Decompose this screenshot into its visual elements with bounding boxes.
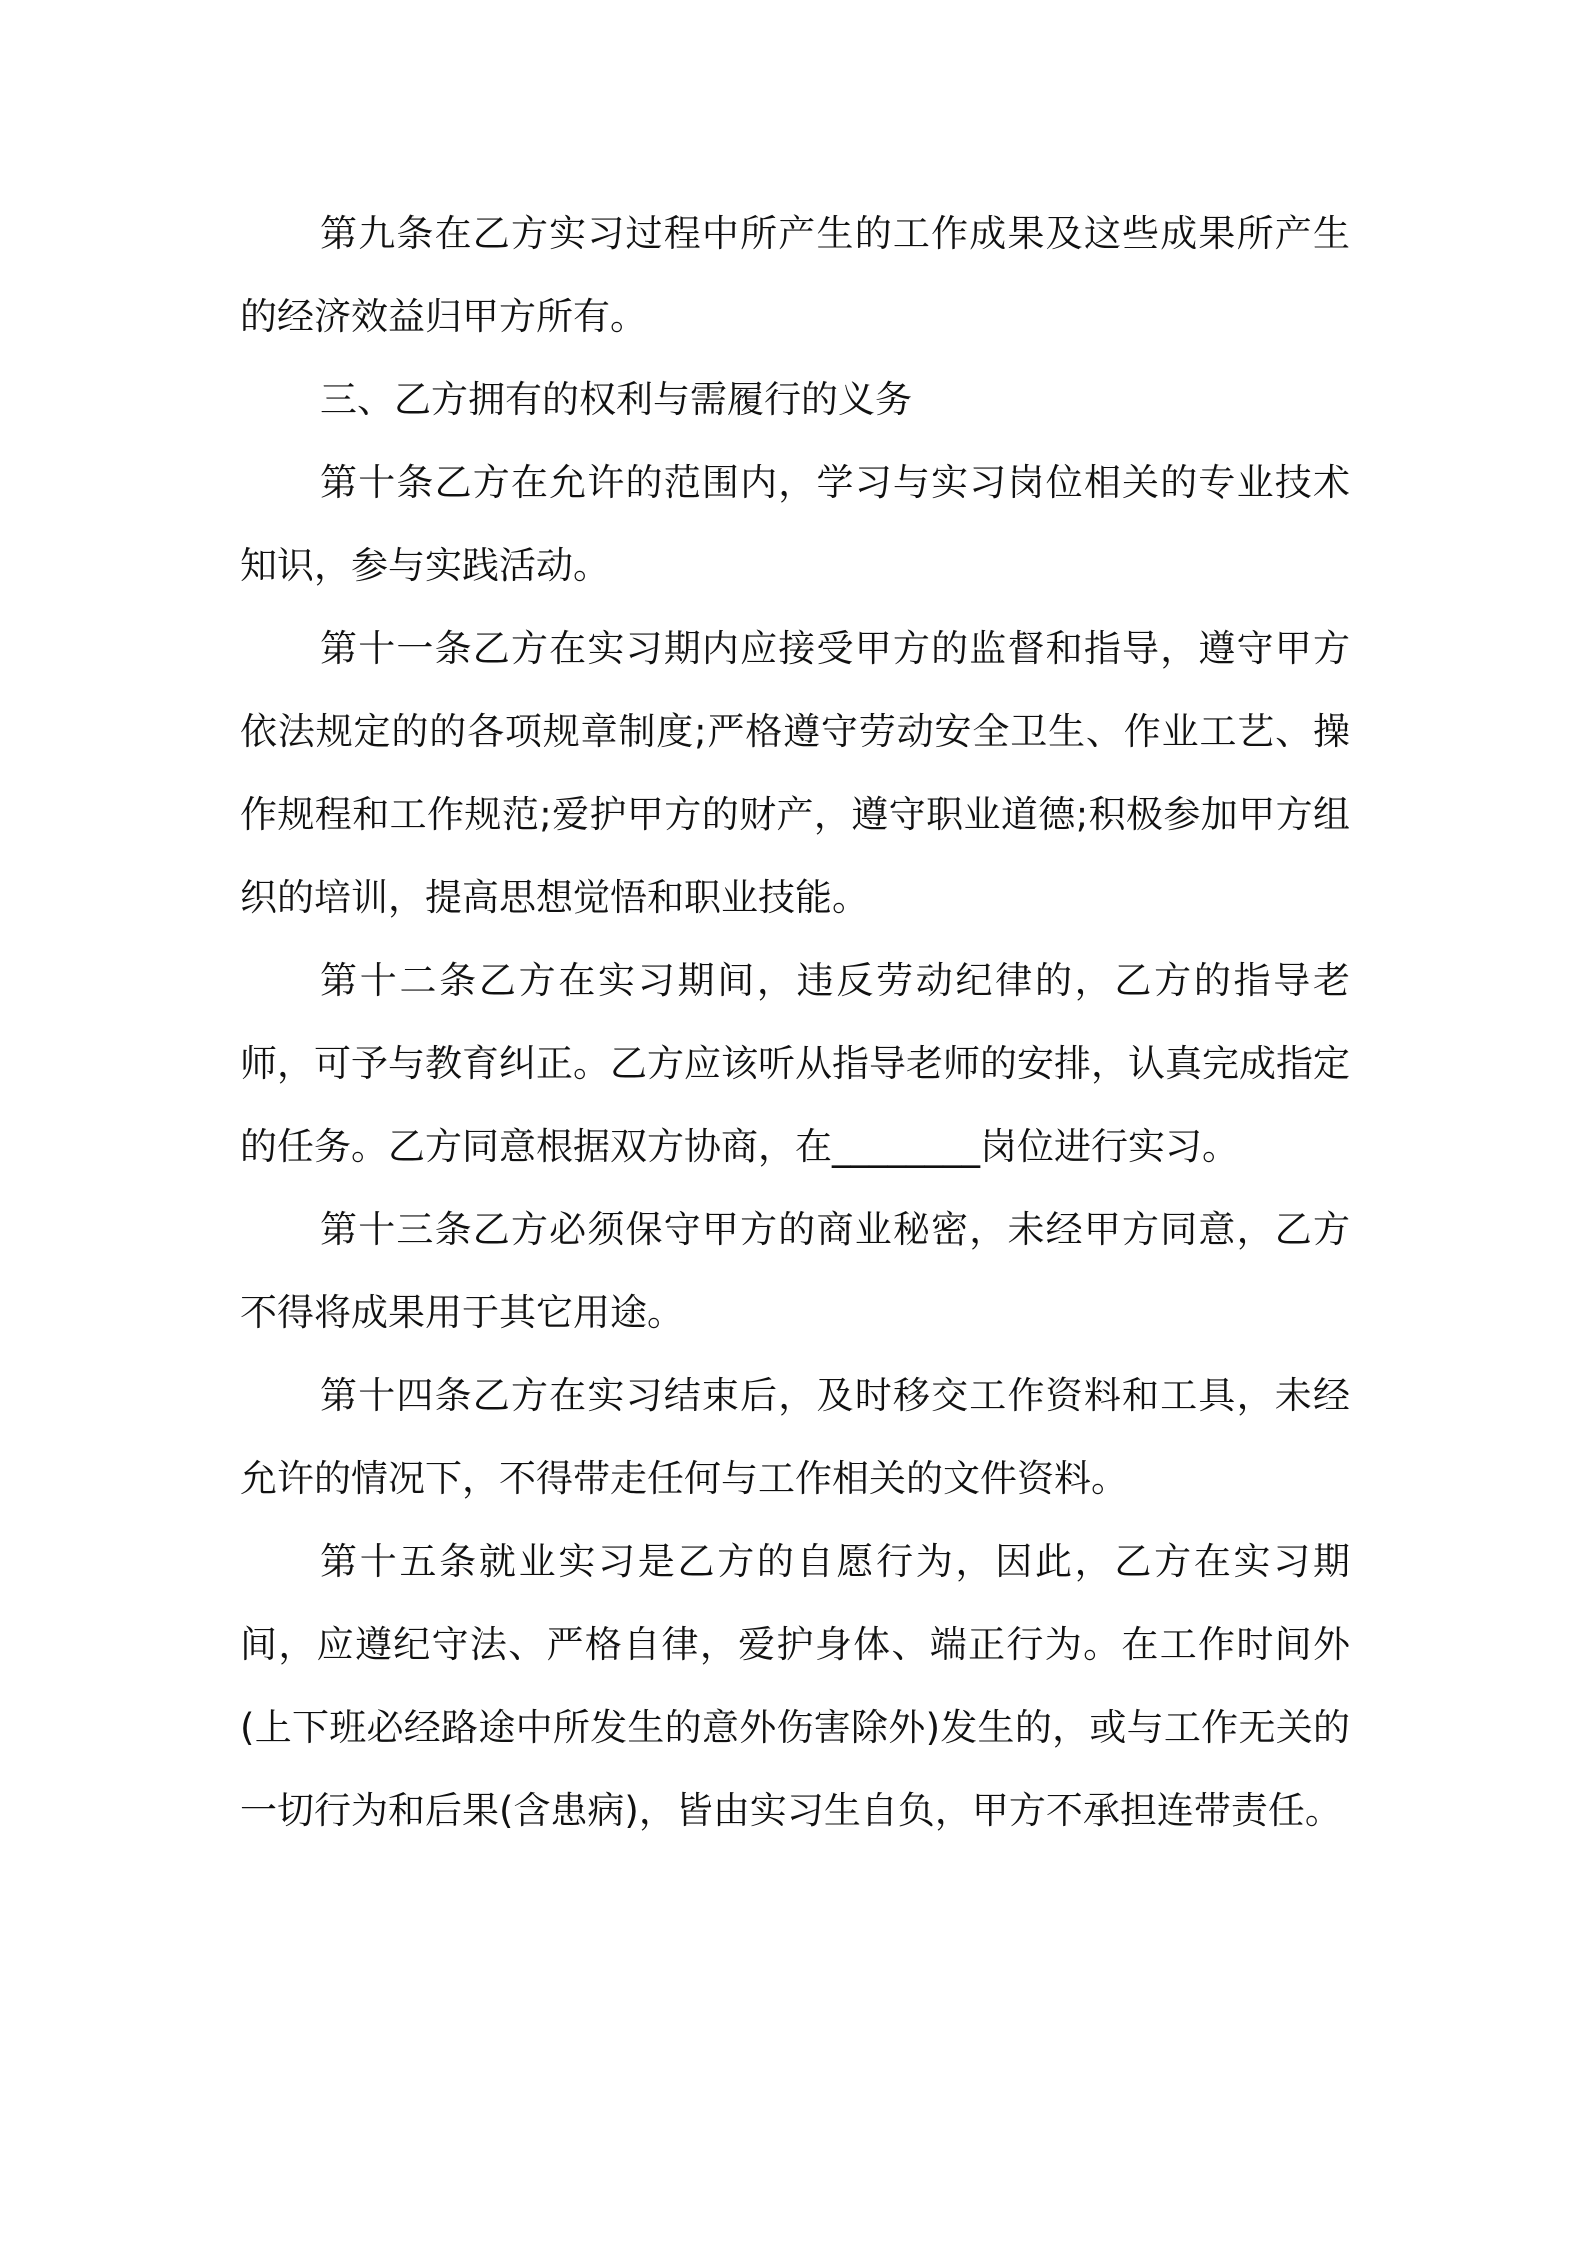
paragraph-article-10: 第十条乙方在允许的范围内，学习与实习岗位相关的专业技术知识，参与实践活动。 [240,461,1350,587]
paragraph-article-12: 第十二条乙方在实习期间，违反劳动纪律的，乙方的指导老师，可予与教育纠正。乙方应该听从指导老师的安排，认真完成指定的任务。乙方同意根据双方协商，在________岗位进行实习。 [240,959,1350,1168]
paragraph-article-15: 第十五条就业实习是乙方的自愿行为，因此，乙方在实习期间，应遵纪守法、严格自律，爱护身体、端正行为。在工作时间外(上下班必经路途中所发生的意外伤害除外)发生的，或与工作无关的一切行为和后果(含患病)，皆由实习生自负，甲方不承担连带责任。 [240,1540,1350,1832]
document-body [240,192,1350,1852]
paragraph-article-11: 第十一条乙方在实习期内应接受甲方的监督和指导，遵守甲方依法规定的的各项规章制度;严格遵守劳动安全卫生、作业工艺、操作规程和工作规范;爱护甲方的财产，遵守职业道德;积极参加甲方组织的培训，提高思想觉悟和职业技能。 [240,627,1350,919]
section-heading-rights-obligations: 三、乙方拥有的权利与需履行的义务 [320,378,912,421]
paragraph-article-9: 第九条在乙方实习过程中所产生的工作成果及这些成果所产生的经济效益归甲方所有。 [240,212,1350,338]
paragraph-article-14: 第十四条乙方在实习结束后，及时移交工作资料和工具，未经允许的情况下，不得带走任何与工作相关的文件资料。 [240,1374,1350,1500]
paragraph-article-13: 第十三条乙方必须保守甲方的商业秘密，未经甲方同意，乙方不得将成果用于其它用途。 [240,1208,1350,1334]
